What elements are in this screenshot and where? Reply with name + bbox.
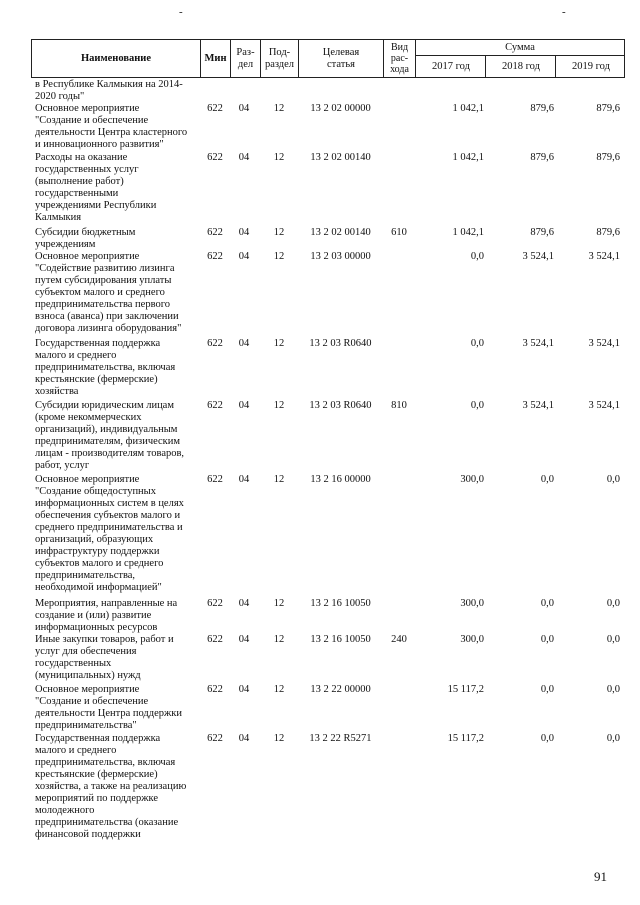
row-name: Государственная поддержка малого и среднего предпринимательства, включая крестьянские (фермерские) хозяйства, а также на реализацию мероприятий по поддержке молодежного предпринимательства (оказание финансовой поддержки xyxy=(35,733,187,840)
row-2019: 879,6 xyxy=(596,103,620,114)
row-2019: 3 524,1 xyxy=(588,400,620,411)
row-min: 622 xyxy=(207,634,223,645)
row-name: Иные закупки товаров, работ и услуг для обеспечения государственных (муниципальных) нужд xyxy=(35,634,174,681)
row-stat: 13 2 16 10050 xyxy=(310,634,371,645)
row-stat: 13 2 22 00000 xyxy=(310,684,371,695)
row-2018: 879,6 xyxy=(530,103,554,114)
row-razdel: 04 xyxy=(238,400,250,411)
row-stat: 13 2 03 R0640 xyxy=(309,400,372,411)
header-stat: Целевая статья xyxy=(298,40,383,77)
row-name: Основное мероприятие "Содействие развитию лизинга путем субсидирования уплаты субъектом малого и среднего предпринимательства первого взноса (аванса) при заключении договора лизинга оборудования" xyxy=(35,251,182,334)
row-min: 622 xyxy=(207,338,223,349)
row-stat: 13 2 02 00140 xyxy=(310,152,371,163)
row-min: 622 xyxy=(207,227,223,238)
row-podrazdel: 12 xyxy=(273,103,285,114)
row-2017: 15 117,2 xyxy=(447,684,484,695)
header-razdel: Раз- дел xyxy=(230,40,260,77)
row-2017: 300,0 xyxy=(460,474,484,485)
row-2017: 1 042,1 xyxy=(452,227,484,238)
row-2018: 0,0 xyxy=(540,684,554,695)
row-min: 622 xyxy=(207,103,223,114)
header-2018: 2018 год xyxy=(485,55,556,77)
row-podrazdel: 12 xyxy=(273,227,285,238)
row-podrazdel: 12 xyxy=(273,152,285,163)
row-2017: 0,0 xyxy=(470,338,484,349)
row-2018: 879,6 xyxy=(530,152,554,163)
row-razdel: 04 xyxy=(238,152,250,163)
row-2017: 300,0 xyxy=(460,598,484,609)
row-stat: 13 2 03 00000 xyxy=(310,251,371,262)
row-2017: 15 117,2 xyxy=(447,733,484,744)
row-min: 622 xyxy=(207,684,223,695)
row-2017: 0,0 xyxy=(470,251,484,262)
row-podrazdel: 12 xyxy=(273,598,285,609)
row-razdel: 04 xyxy=(238,103,250,114)
row-name: Мероприятия, направленные на создание и (или) развитие информационных ресурсов xyxy=(35,598,178,633)
row-name: в Республике Калмыкия на 2014- 2020 годы" xyxy=(35,79,183,102)
row-2018: 0,0 xyxy=(540,634,554,645)
row-podrazdel: 12 xyxy=(273,251,285,262)
row-2019: 3 524,1 xyxy=(588,338,620,349)
row-2019: 0,0 xyxy=(606,598,620,609)
row-2018: 0,0 xyxy=(540,474,554,485)
row-razdel: 04 xyxy=(238,474,250,485)
row-stat: 13 2 02 00000 xyxy=(310,103,371,114)
row-2018: 3 524,1 xyxy=(522,400,554,411)
row-2019: 0,0 xyxy=(606,733,620,744)
row-name: Основное мероприятие "Создание и обеспечение деятельности Центра кластерного и инновационного развития" xyxy=(35,103,188,150)
row-razdel: 04 xyxy=(238,598,250,609)
row-2019: 879,6 xyxy=(596,227,620,238)
header-vid: Вид рас- хода xyxy=(383,40,415,77)
row-2018: 3 524,1 xyxy=(522,338,554,349)
row-min: 622 xyxy=(207,251,223,262)
header-name: Наименование xyxy=(81,52,151,64)
row-2018: 879,6 xyxy=(530,227,554,238)
row-razdel: 04 xyxy=(238,634,250,645)
row-vid: 610 xyxy=(391,227,407,238)
row-podrazdel: 12 xyxy=(273,634,285,645)
row-vid: 810 xyxy=(391,400,407,411)
row-razdel: 04 xyxy=(238,251,250,262)
row-name: Основное мероприятие "Создание и обеспечение деятельности Центра поддержки предпринимательства" xyxy=(35,684,182,731)
row-name: Субсидии юридическим лицам (кроме некоммерческих организаций), индивидуальным предпринимателям, физическим лицам - производителям товаров, работ, услуг xyxy=(35,400,185,471)
row-razdel: 04 xyxy=(238,733,250,744)
row-podrazdel: 12 xyxy=(273,684,285,695)
row-min: 622 xyxy=(207,733,223,744)
row-stat: 13 2 02 00140 xyxy=(310,227,371,238)
header-podrazdel: Под- раздел xyxy=(260,40,298,77)
scan-mark-left: - xyxy=(179,6,183,18)
row-2018: 0,0 xyxy=(540,733,554,744)
header-2019: 2019 год xyxy=(555,55,626,77)
row-2019: 0,0 xyxy=(606,634,620,645)
row-podrazdel: 12 xyxy=(273,400,285,411)
row-stat: 13 2 03 R0640 xyxy=(309,338,372,349)
row-name: Расходы на оказание государственных услуг (выполнение работ) государственными учреждениями Республики Калмыкия xyxy=(35,152,157,223)
row-min: 622 xyxy=(207,400,223,411)
row-2017: 1 042,1 xyxy=(452,152,484,163)
row-stat: 13 2 16 10050 xyxy=(310,598,371,609)
row-2017: 0,0 xyxy=(470,400,484,411)
row-stat: 13 2 22 R5271 xyxy=(309,733,372,744)
row-2018: 0,0 xyxy=(540,598,554,609)
scan-mark-right: - xyxy=(562,6,566,18)
header-min: Мин xyxy=(200,40,230,77)
row-2019: 3 524,1 xyxy=(588,251,620,262)
row-2019: 879,6 xyxy=(596,152,620,163)
row-razdel: 04 xyxy=(238,684,250,695)
row-razdel: 04 xyxy=(238,338,250,349)
row-min: 622 xyxy=(207,598,223,609)
row-2019: 0,0 xyxy=(606,684,620,695)
row-min: 622 xyxy=(207,474,223,485)
row-podrazdel: 12 xyxy=(273,338,285,349)
row-2017: 300,0 xyxy=(460,634,484,645)
row-name: Государственная поддержка малого и среднего предпринимательства, включая крестьянские (фермерские) хозяйства xyxy=(35,338,176,397)
row-2017: 1 042,1 xyxy=(452,103,484,114)
page-number: 91 xyxy=(594,869,607,884)
header-2017: 2017 год xyxy=(415,55,486,77)
row-name: Основное мероприятие "Создание общедоступных информационных систем в целях обеспечения субъектов малого и среднего предпринимательства и организаций, образующих инфраструктуру поддержки субъектов малого и среднего предпринимательства, необходимой информацией" xyxy=(35,474,184,593)
header-summa: Сумма xyxy=(415,40,624,56)
row-2019: 0,0 xyxy=(606,474,620,485)
row-2018: 3 524,1 xyxy=(522,251,554,262)
row-podrazdel: 12 xyxy=(273,474,285,485)
row-podrazdel: 12 xyxy=(273,733,285,744)
row-min: 622 xyxy=(207,152,223,163)
row-razdel: 04 xyxy=(238,227,250,238)
row-stat: 13 2 16 00000 xyxy=(310,474,371,485)
row-vid: 240 xyxy=(391,634,407,645)
row-name: Субсидии бюджетным учреждениям xyxy=(35,227,136,250)
